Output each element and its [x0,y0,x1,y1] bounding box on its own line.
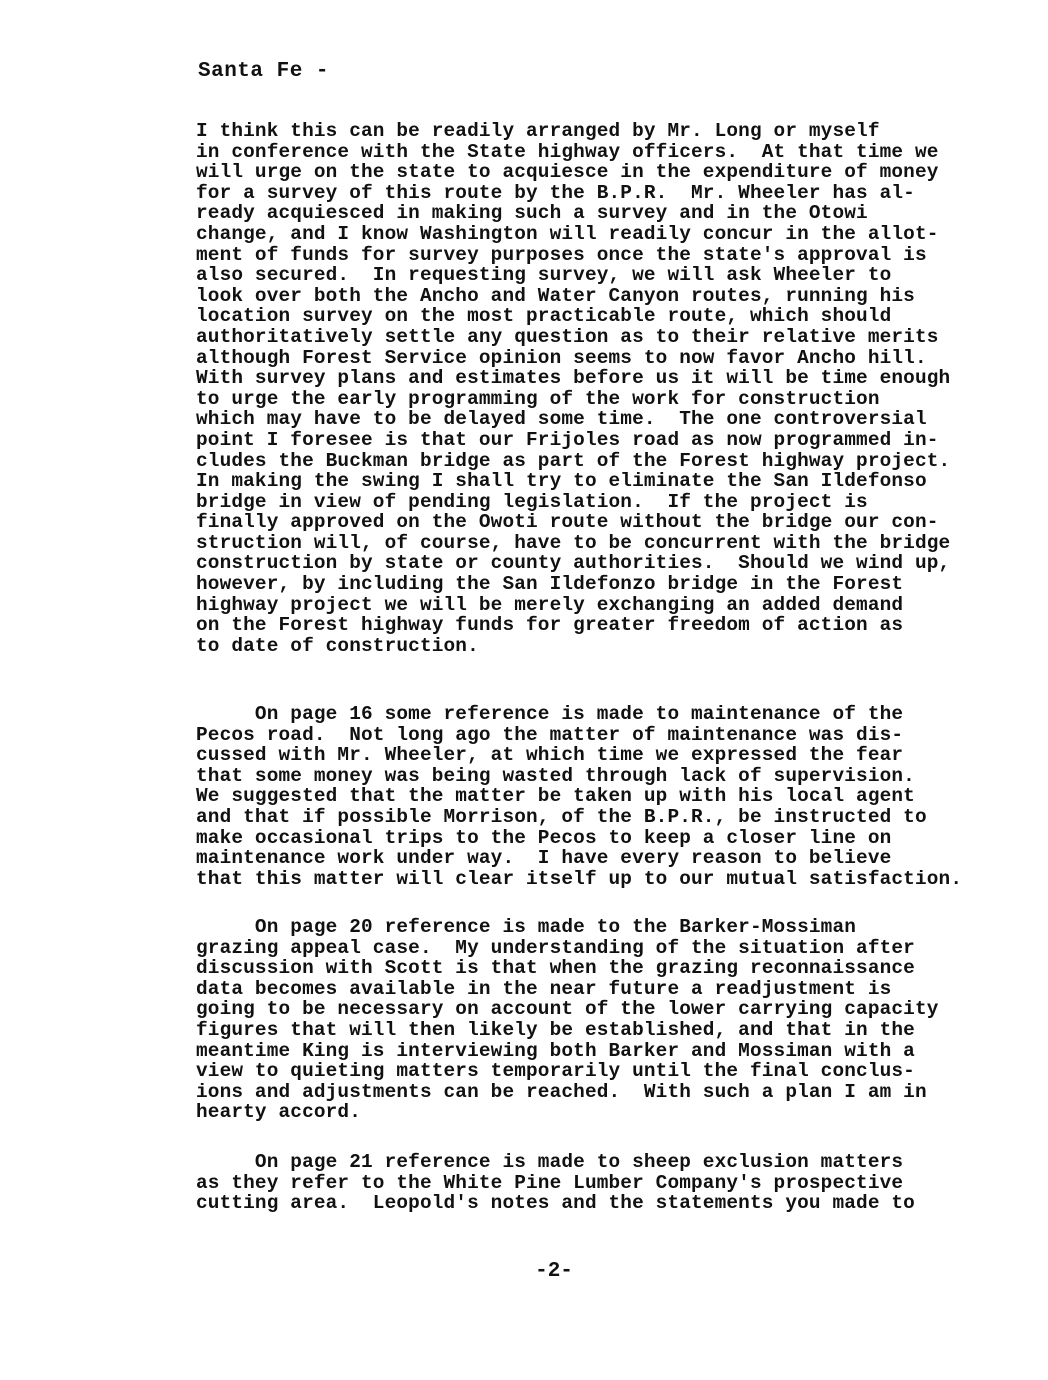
text-line: point I foresee is that our Frijoles road as now programmed in- [196,428,939,451]
text-line: as they refer to the White Pine Lumber Company's prospective [196,1171,904,1194]
text-line: view to quieting matters temporarily until the final conclus- [196,1060,915,1083]
text-line: cutting area. Leopold's notes and the statements you made to [196,1192,915,1215]
text-line: that this matter will clear itself up to our mutual satisfaction. [196,867,963,890]
text-line: going to be necessary on account of the lower carrying capacity [196,998,939,1021]
text-line: hearty accord. [196,1101,362,1124]
text-line: highway project we will be merely exchanging an added demand [196,593,904,616]
text-line: which may have to be delayed some time. The one controversial [196,408,927,431]
text-line: change, and I know Washington will readily concur in the allot- [196,222,939,245]
paragraph-pecos-road [196,704,1036,889]
text-line: for a survey of this route by the B.P.R. Mr. Wheeler has al- [196,181,915,204]
text-line: I think this can be readily arranged by Mr. Long or myself [196,120,880,142]
text-line: ions and adjustments can be reached. With such a plan I am in [196,1080,927,1103]
text-line: although Forest Service opinion seems to now favor Ancho hill. [196,346,927,369]
text-line: to date of construction. [196,634,479,657]
text-line: however, by including the San Ildefonzo bridge in the Forest [196,573,904,596]
text-line: figures that will then likely be established, and that in the [196,1018,915,1041]
text-line: data becomes available in the near future a readjustment is [196,977,892,1000]
text-line: We suggested that the matter be taken up with his local agent [196,785,915,808]
text-line: construction by state or county authorities. Should we wind up, [196,552,951,575]
text-line: On page 16 some reference is made to maintenance of the [196,703,904,725]
text-line: On page 21 reference is made to sheep exclusion matters [196,1151,904,1173]
page-header: Santa Fe - [198,60,330,83]
text-line: to urge the early programming of the work for construction [196,387,880,410]
text-line: With survey plans and estimates before us it will be time enough [196,367,951,390]
text-line: maintenance work under way. I have every reason to believe [196,847,892,870]
text-line: finally approved on the Owoti route without the bridge our con- [196,511,939,534]
text-line: in conference with the State highway officers. At that time we [196,140,939,163]
text-line: make occasional trips to the Pecos to keep a closer line on [196,826,892,849]
text-line: grazing appeal case. My understanding of the situation after [196,936,915,959]
text-line: authoritatively settle any question as to their relative merits [196,325,939,348]
text-line: also secured. In requesting survey, we will ask Wheeler to [196,264,892,287]
text-line: on the Forest highway funds for greater freedom of action as [196,614,904,637]
text-line: struction will, of course, have to be concurrent with the bridge [196,531,951,554]
text-line: ready acquiesced in making such a survey and in the Otowi [196,202,868,225]
text-line: In making the swing I shall try to eliminate the San Ildefonso [196,470,927,493]
text-line: will urge on the state to acquiesce in the expenditure of money [196,161,939,184]
text-line: and that if possible Morrison, of the B.P.R., be instructed to [196,805,927,828]
text-line: location survey on the most practicable route, which should [196,305,892,328]
text-line: cussed with Mr. Wheeler, at which time we expressed the fear [196,744,904,767]
text-line: On page 20 reference is made to the Barker-Mossiman [196,916,857,938]
paragraph-grazing-appeal [196,917,1036,1123]
text-line: that some money was being wasted through lack of supervision. [196,764,915,787]
text-line: look over both the Ancho and Water Canyon routes, running his [196,284,915,307]
paragraph-sheep-exclusion [196,1152,1036,1214]
paragraph-highway-survey [196,121,1036,656]
text-line: ment of funds for survey purposes once the state's approval is [196,243,927,266]
text-line: cludes the Buckman bridge as part of the Forest highway project. [196,449,951,472]
text-line: meantime King is interviewing both Barker and Mossiman with a [196,1039,915,1062]
text-line: bridge in view of pending legislation. If the project is [196,490,868,513]
text-line: discussion with Scott is that when the grazing reconnaissance [196,957,915,980]
text-line: Pecos road. Not long ago the matter of maintenance was dis- [196,723,904,746]
page-number: -2- [535,1260,573,1283]
